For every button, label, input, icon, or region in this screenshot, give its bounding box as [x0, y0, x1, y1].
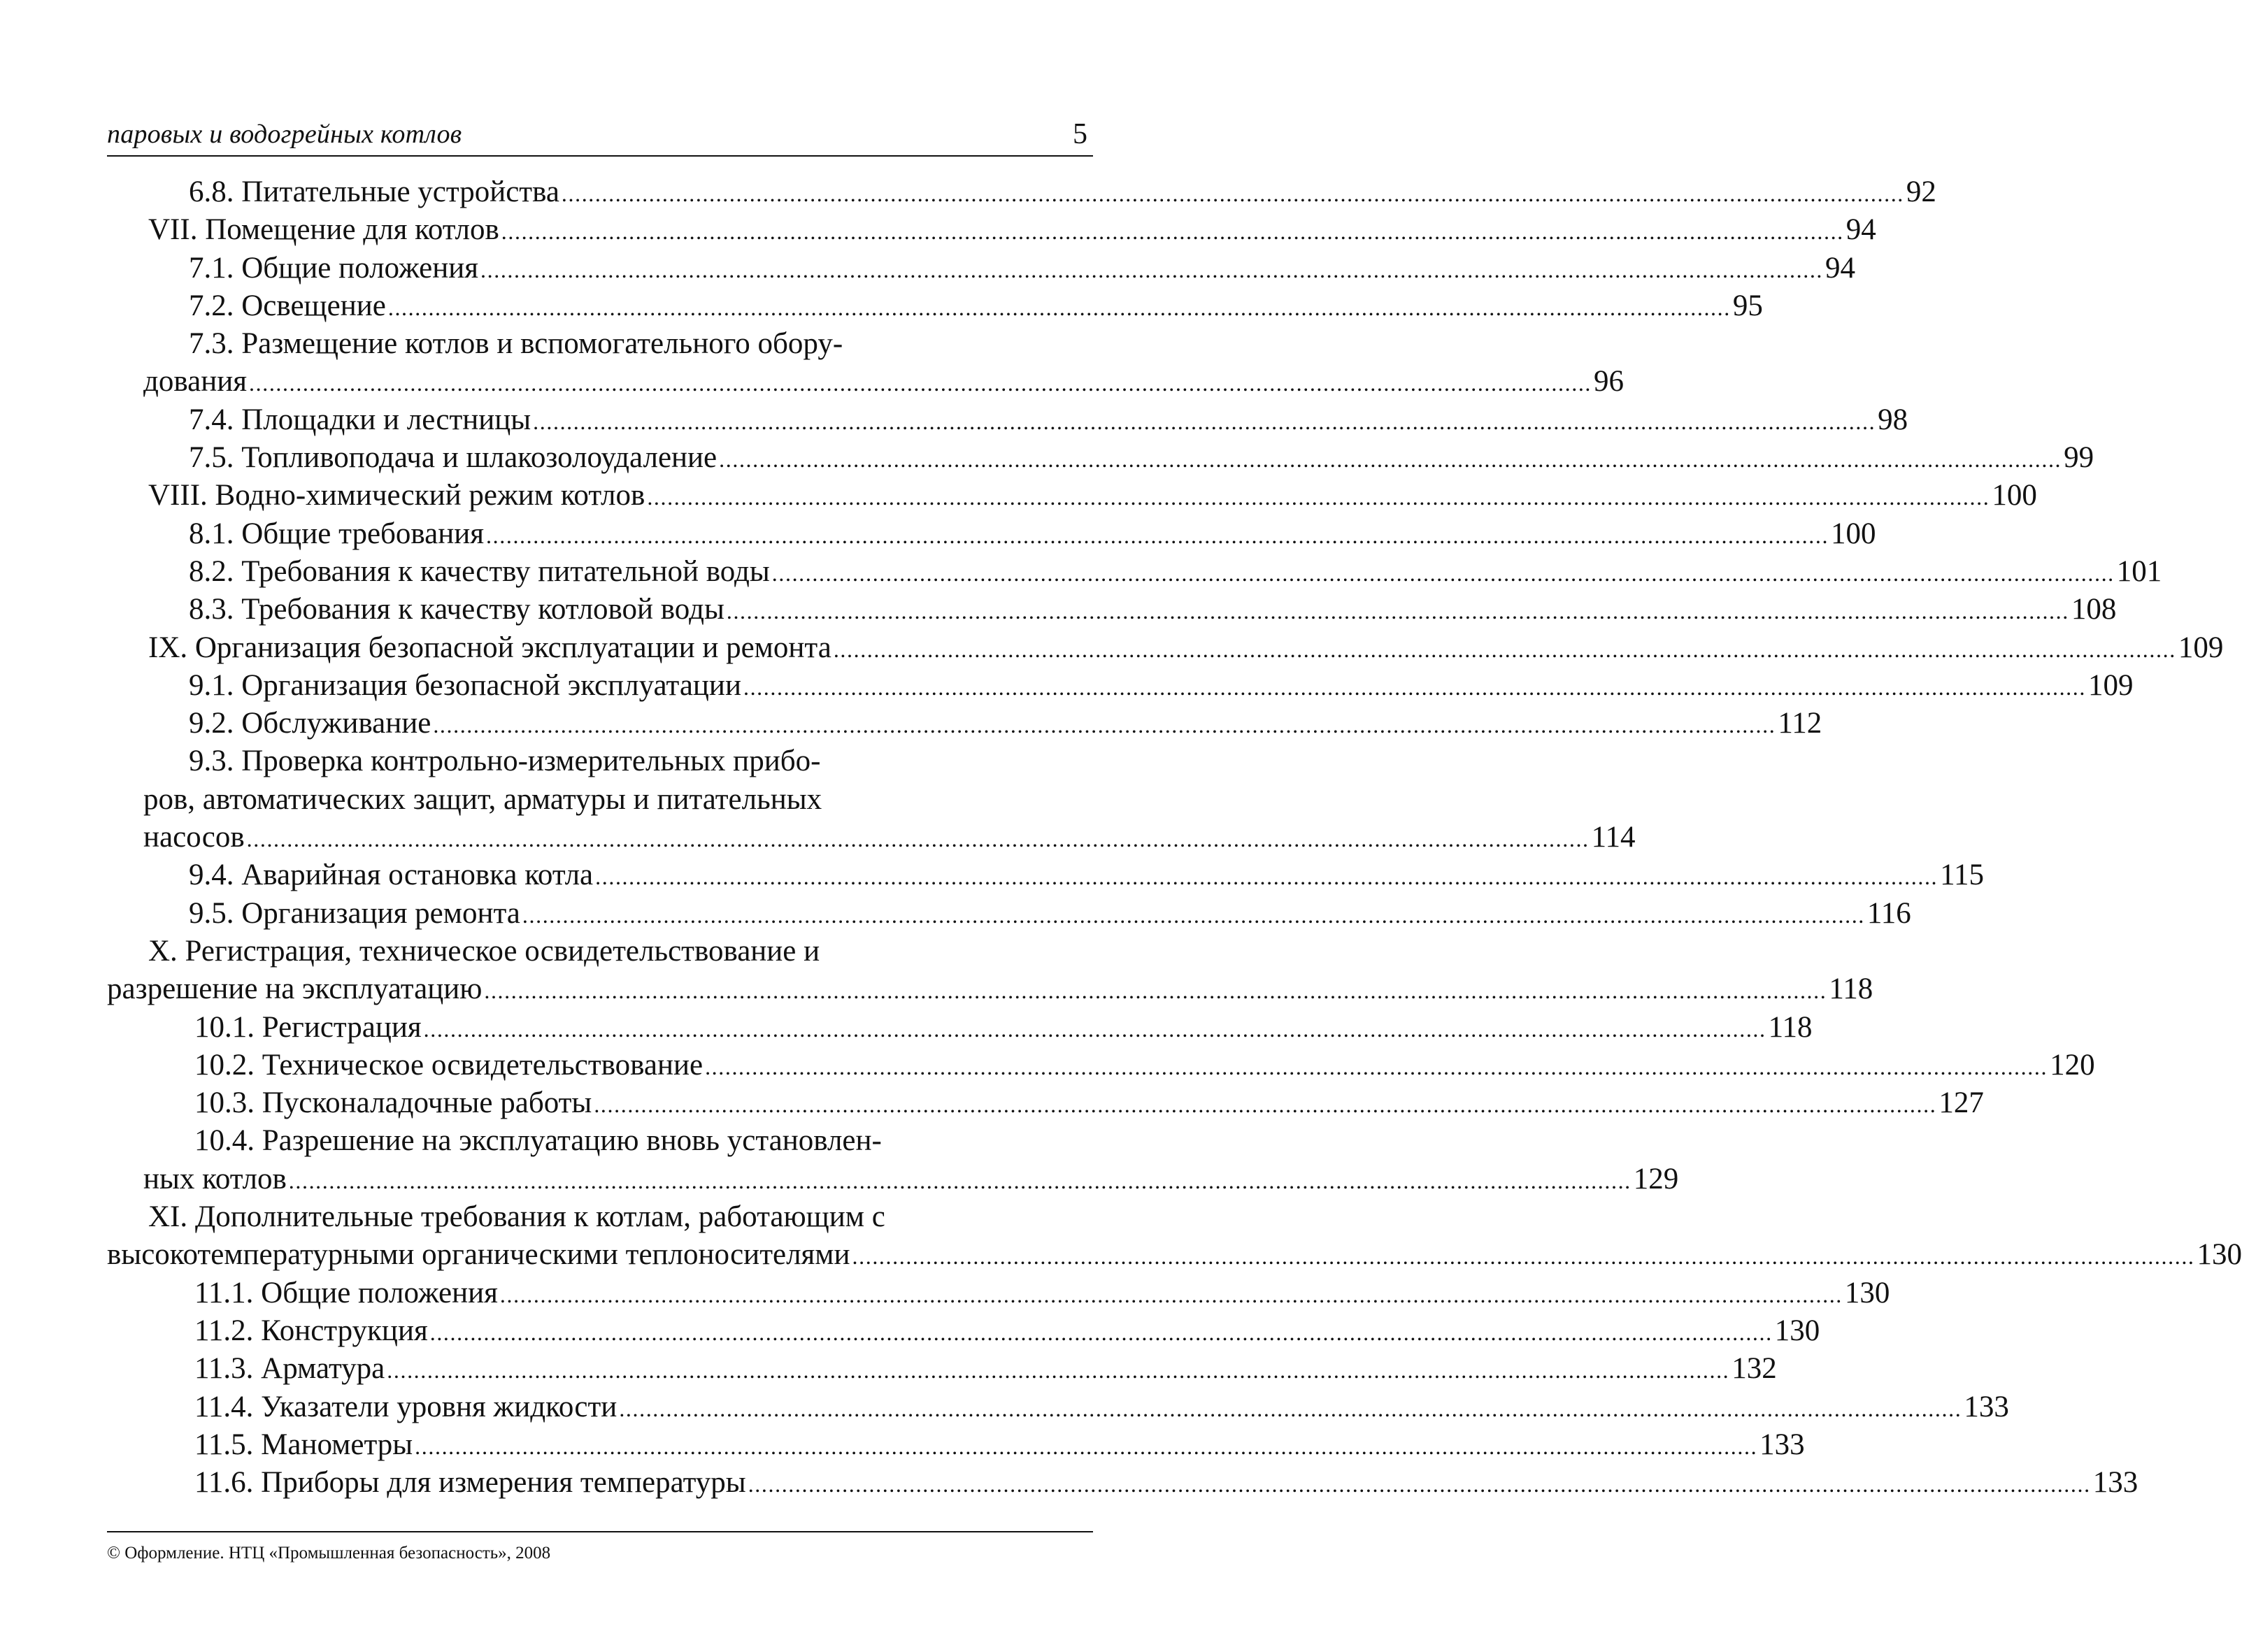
toc-entry-label: 11.1. Общие положения: [194, 1276, 498, 1309]
dot-leader: ........................................................................................................................................................................................................: [499, 1281, 1843, 1307]
page-number: 5: [1073, 118, 1087, 150]
toc-entry-label: разрешение на эксплуатацию: [107, 972, 483, 1006]
toc-entry-label: 9.1. Организация безопасной эксплуатации: [189, 668, 741, 702]
toc-entry-page: 100: [1992, 479, 2037, 512]
toc-entry-label: XI. Дополнительные требования к котлам, работающим с: [148, 1200, 885, 1234]
toc-entry-page: 118: [1829, 972, 1873, 1006]
toc-entry-label: 10.2. Техническое освидетельствование: [194, 1048, 704, 1082]
dot-leader: ........................................................................................................................................................................................................: [705, 1054, 2048, 1079]
toc-entry-label: 7.5. Топливоподача и шлакозолоудаление: [189, 441, 717, 475]
toc-entry-wrapped-line[interactable]: [0, 742, 1093, 780]
footer-rule: [107, 1531, 1093, 1532]
toc-entry-label: 7.4. Площадки и лестницы: [189, 403, 531, 436]
toc-entry-page: 115: [1940, 859, 1985, 892]
toc-entry-page: 101: [2116, 554, 2162, 588]
dot-leader: ........................................................................................................................................................................................................: [433, 712, 1776, 738]
toc-entry-page: 96: [1594, 365, 1625, 398]
toc-entry-wrapped-line[interactable]: [0, 325, 1093, 363]
running-header: [107, 117, 1093, 157]
toc-entry-label: IX. Организация безопасной эксплуатации и ремонта: [148, 631, 831, 664]
toc-entry-label: VII. Помещение для котлов: [148, 213, 499, 247]
toc-entry[interactable]: [0, 1312, 1820, 1350]
toc-entry-label: ных котлов: [143, 1162, 287, 1195]
toc-entry[interactable]: [0, 1047, 2095, 1084]
toc-entry[interactable]: [0, 895, 1911, 933]
toc-entry[interactable]: [0, 250, 1856, 287]
toc-entry-page: 98: [1878, 403, 1908, 436]
header-rule: [107, 155, 1093, 157]
toc-entry[interactable]: [0, 591, 2117, 629]
dot-leader: ........................................................................................................................................................................................................: [486, 522, 1829, 548]
dot-leader: ........................................................................................................................................................................................................: [561, 181, 1904, 206]
running-header-title: паровых и водогрейных котлов: [107, 120, 462, 149]
toc-entry-label: 10.4. Разрешение на эксплуатацию вновь установлен-: [194, 1124, 882, 1158]
toc-entry-label: 11.3. Арматура: [194, 1352, 385, 1386]
dot-leader: ........................................................................................................................................................................................................: [387, 294, 1731, 320]
toc-entry-page: 95: [1732, 289, 1763, 322]
toc-entry-page: 116: [1866, 896, 1911, 930]
toc-entry[interactable]: [0, 515, 1876, 553]
toc-chapter-continuation[interactable]: [0, 1236, 2242, 1274]
toc-entry-page: 130: [1774, 1314, 1820, 1347]
toc-entry-page: 130: [1844, 1276, 1890, 1309]
toc-entry-page: 133: [1964, 1390, 2009, 1423]
dot-leader: ........................................................................................................................................................................................................: [533, 408, 1876, 434]
toc-entry-page: 132: [1732, 1352, 1777, 1386]
dot-leader: ........................................................................................................................................................................................................: [726, 598, 2069, 624]
dot-leader: ........................................................................................................................................................................................................: [484, 978, 1827, 1004]
toc-entry-page: 109: [2087, 668, 2134, 702]
toc-entry-label: 11.4. Указатели уровня жидкости: [194, 1390, 617, 1423]
toc-entry-label: дования: [143, 365, 248, 398]
toc-entry-page: 114: [1591, 821, 1636, 854]
toc-entry[interactable]: [0, 1388, 2009, 1426]
copyright-notice: © Оформление. НТЦ «Промышленная безопасность», 2008: [107, 1544, 551, 1563]
dot-leader: ........................................................................................................................................................................................................: [619, 1395, 1962, 1421]
toc-entry[interactable]: [0, 705, 1822, 742]
toc-entry-label: высокотемпературными органическими теплоносителями: [107, 1238, 850, 1272]
toc-entry-continuation[interactable]: [0, 1161, 1679, 1198]
toc-entry-label: 7.1. Общие положения: [189, 251, 479, 285]
toc-entry-label: 11.6. Приборы для измерения температуры: [194, 1466, 746, 1500]
dot-leader: ........................................................................................................................................................................................................: [429, 1319, 1773, 1345]
toc-chapter[interactable]: [0, 211, 1876, 249]
toc-entry-wrapped-line[interactable]: [0, 1122, 1093, 1160]
toc-entry-label: 9.5. Организация ремонта: [189, 896, 520, 930]
dot-leader: ........................................................................................................................................................................................................: [748, 1472, 2091, 1497]
toc-entry-label: насосов: [143, 821, 245, 854]
toc-entry-label: 9.3. Проверка контрольно-измерительных прибо-: [189, 745, 821, 778]
toc-entry-label: 8.2. Требования к качеству питательной воды: [189, 554, 770, 588]
toc-entry-label: ров, автоматических защит, арматуры и питательных: [143, 782, 822, 816]
toc-entry-page: 108: [2071, 593, 2117, 626]
toc-chapter-continuation[interactable]: [0, 970, 1873, 1008]
toc-entry-label: 6.8. Питательные устройства: [189, 175, 559, 208]
page-footer: [107, 1531, 1093, 1563]
dot-leader: ........................................................................................................................................................................................................: [594, 1092, 1937, 1118]
toc-entry-page: 99: [2064, 441, 2094, 475]
toc-entry-page: 118: [1768, 1010, 1813, 1044]
dot-leader: ........................................................................................................................................................................................................: [833, 636, 2176, 662]
toc-entry-page: 109: [2178, 631, 2224, 664]
toc-entry-wrapped-line[interactable]: [0, 781, 1093, 819]
toc-chapter[interactable]: [0, 629, 2224, 667]
dot-leader: ........................................................................................................................................................................................................: [501, 219, 1844, 245]
toc-entry-page: 130: [2197, 1238, 2242, 1272]
toc-entry-label: 8.3. Требования к качеству котловой воды: [189, 593, 724, 626]
toc-entry[interactable]: [0, 401, 1908, 439]
toc-entry[interactable]: [0, 667, 2134, 705]
toc-entry[interactable]: [0, 1009, 1813, 1047]
toc-entry-continuation[interactable]: [0, 363, 1625, 401]
toc-entry-page: 94: [1845, 213, 1876, 247]
dot-leader: ........................................................................................................................................................................................................: [423, 1016, 1766, 1042]
toc-entry-page: 133: [2092, 1466, 2139, 1500]
toc-entry-label: 11.5. Манометры: [194, 1428, 413, 1461]
toc-entry-label: 10.1. Регистрация: [194, 1010, 422, 1044]
toc-entry-label: 9.4. Аварийная остановка котла: [189, 859, 594, 892]
toc-entry-page: 92: [1906, 175, 1936, 208]
dot-leader: ........................................................................................................................................................................................................: [522, 902, 1865, 928]
toc-entry-page: 120: [2050, 1048, 2095, 1082]
dot-leader: ........................................................................................................................................................................................................: [595, 864, 1938, 890]
dot-leader: ........................................................................................................................................................................................................: [288, 1168, 1631, 1193]
toc-entry[interactable]: [0, 1464, 2139, 1502]
toc-entry-label: VIII. Водно-химический режим котлов: [148, 479, 645, 512]
dot-leader: ........................................................................................................................................................................................................: [743, 674, 2086, 700]
dot-leader: ........................................................................................................................................................................................................: [852, 1244, 2195, 1270]
toc-entry-page: 100: [1831, 517, 1876, 550]
toc-entry-page: 133: [1759, 1428, 1805, 1461]
dot-leader: ........................................................................................................................................................................................................: [387, 1358, 1730, 1384]
toc-entry-page: 94: [1825, 251, 1856, 285]
toc-entry-page: 112: [1778, 707, 1822, 740]
dot-leader: ........................................................................................................................................................................................................: [647, 484, 1990, 510]
toc-entry-label: X. Регистрация, техническое освидетельствование и: [148, 934, 820, 968]
toc-entry[interactable]: [0, 1084, 1984, 1122]
toc-entry-label: 8.1. Общие требования: [189, 517, 485, 550]
toc-entry-page: 129: [1633, 1162, 1679, 1195]
toc-entry[interactable]: [0, 1350, 1777, 1388]
dot-leader: ........................................................................................................................................................................................................: [480, 257, 1824, 282]
dot-leader: ........................................................................................................................................................................................................: [719, 447, 2062, 473]
dot-leader: ........................................................................................................................................................................................................: [246, 826, 1590, 852]
toc-chapter-wrapped-line[interactable]: [0, 1198, 1093, 1236]
toc-entry[interactable]: [0, 287, 1763, 325]
toc-entry-label: 11.2. Конструкция: [194, 1314, 428, 1347]
toc-chapter[interactable]: [0, 477, 2037, 515]
toc-entry-label: 10.3. Пусконаладочные работы: [194, 1086, 592, 1120]
toc-entry[interactable]: [0, 173, 1936, 211]
toc-entry-label: 7.3. Размещение котлов и вспомогательного обору-: [189, 327, 843, 361]
toc-chapter-wrapped-line[interactable]: [0, 933, 1093, 970]
dot-leader: ........................................................................................................................................................................................................: [771, 560, 2115, 586]
toc-entry-label: 9.2. Обслуживание: [189, 707, 431, 740]
toc-entry[interactable]: [0, 439, 2094, 477]
toc-entry[interactable]: [0, 1274, 1890, 1312]
toc-entry-continuation[interactable]: [0, 819, 1636, 856]
table-of-contents: [0, 173, 2242, 1502]
toc-entry-label: 7.2. Освещение: [189, 289, 386, 322]
toc-entry-page: 127: [1938, 1086, 1984, 1120]
dot-leader: ........................................................................................................................................................................................................: [415, 1433, 1758, 1459]
dot-leader: ........................................................................................................................................................................................................: [249, 371, 1592, 396]
toc-entry[interactable]: [0, 553, 2162, 591]
toc-entry[interactable]: [0, 1426, 1805, 1464]
toc-entry[interactable]: [0, 856, 1985, 894]
